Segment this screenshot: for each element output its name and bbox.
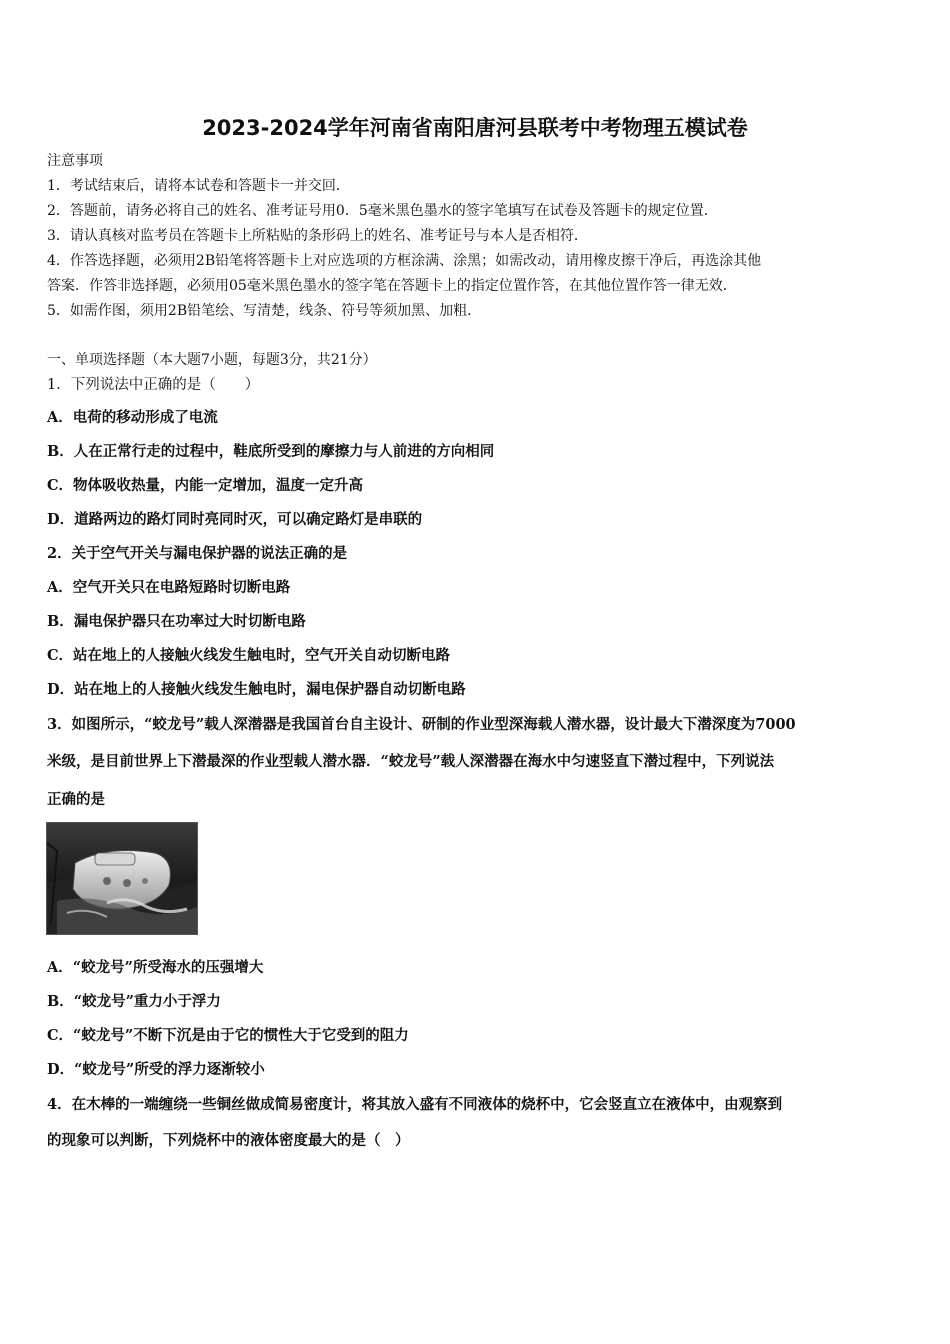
question-1-option-d: D．道路两边的路灯同时亮同时灭，可以确定路灯是串联的 [47, 511, 423, 528]
question-3-stem-line-2: 米级，是目前世界上下潜最深的作业型载人潜水器．“蛟龙号”载人深潜器在海水中匀速竖直下潜过程中，下列说法 [47, 753, 775, 770]
question-3-stem-line-3: 正确的是 [47, 791, 105, 808]
submersible-photo-graphic [47, 823, 198, 935]
question-2-option-b: B．漏电保护器只在功率过大时切断电路 [47, 613, 306, 630]
notice-item-3: 3．请认真核对监考员在答题卡上所粘贴的条形码上的姓名、准考证号与本人是否相符． [47, 228, 588, 244]
exam-title: 2023-2024学年河南省南阳唐河县联考中考物理五模试卷 [202, 116, 748, 140]
question-1-stem: 1．下列说法中正确的是（ ） [47, 377, 260, 393]
question-3-option-b: B．“蛟龙号”重力小于浮力 [47, 993, 221, 1010]
question-2-option-c: C．站在地上的人接触火线发生触电时，空气开关自动切断电路 [47, 647, 451, 664]
notice-item-4: 4．作答选择题，必须用2B铅笔将答题卡上对应选项的方框涂满、涂黑；如需改动，请用橡皮擦干净后，再选涂其他 [47, 253, 762, 269]
notice-item-1: 1．考试结束后，请将本试卷和答题卡一并交回． [47, 178, 350, 194]
question-1-option-a: A．电荷的移动形成了电流 [47, 409, 218, 426]
notice-item-4-cont: 答案．作答非选择题，必须用05毫米黑色墨水的签字笔在答题卡上的指定位置作答，在其他位置作答一律无效． [47, 278, 737, 294]
question-2-option-d: D．站在地上的人接触火线发生触电时，漏电保护器自动切断电路 [47, 681, 466, 698]
question-3-option-c: C．“蛟龙号”不断下沉是由于它的惯性大于它受到的阻力 [47, 1027, 409, 1044]
question-4-stem-line-2: 的现象可以判断，下列烧杯中的液体密度最大的是（ ） [47, 1132, 410, 1149]
question-1-option-b: B．人在正常行走的过程中，鞋底所受到的摩擦力与人前进的方向相同 [47, 443, 495, 460]
question-3-option-d: D．“蛟龙号”所受的浮力逐渐较小 [47, 1061, 265, 1078]
submersible-photo [46, 822, 198, 935]
notice-heading: 注意事项 [47, 153, 103, 169]
question-3-stem-line-1: 3．如图所示，“蛟龙号”载人深潜器是我国首台自主设计、研制的作业型深海载人潜水器，设计最大下潜深度为7000 [47, 716, 796, 733]
notice-item-2: 2．答题前，请务必将自己的姓名、准考证号用0．5毫米黑色墨水的签字笔填写在试卷及答题卡的规定位置． [47, 203, 718, 219]
section-heading: 一、单项选择题（本大题7小题，每题3分，共21分） [47, 352, 377, 368]
question-3-option-a: A．“蛟龙号”所受海水的压强增大 [47, 959, 264, 976]
question-4-stem-line-1: 4．在木棒的一端缠绕一些铜丝做成简易密度计，将其放入盛有不同液体的烧杯中，它会竖直立在液体中，由观察到 [47, 1096, 783, 1113]
notice-item-5: 5．如需作图，须用2B铅笔绘、写清楚，线条、符号等须加黑、加粗． [47, 303, 482, 319]
question-2-stem: 2．关于空气开关与漏电保护器的说法正确的是 [47, 545, 348, 562]
question-1-option-c: C．物体吸收热量，内能一定增加，温度一定升高 [47, 477, 364, 494]
question-2-option-a: A．空气开关只在电路短路时切断电路 [47, 579, 291, 596]
